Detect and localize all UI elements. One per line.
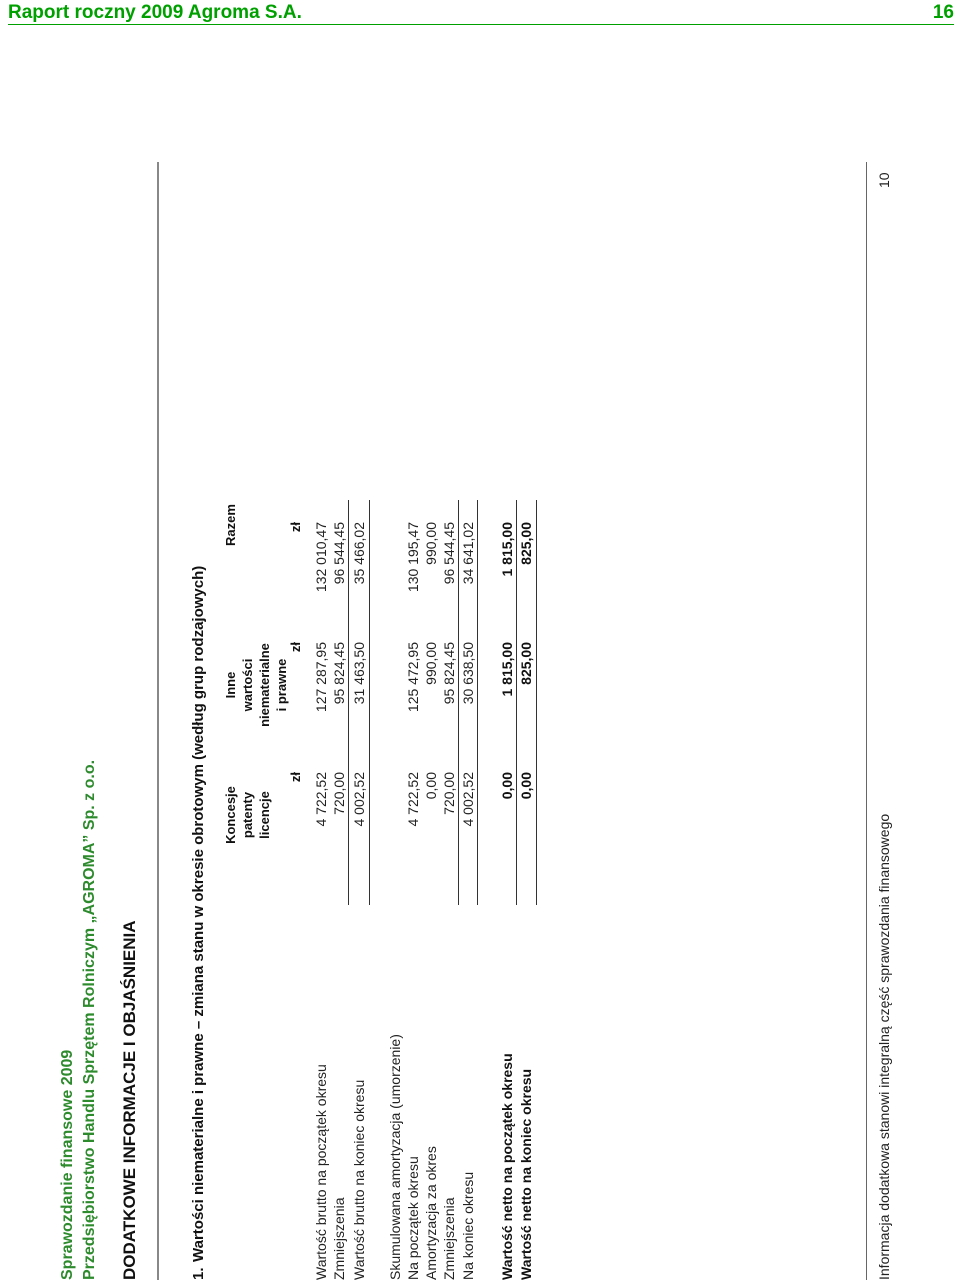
- row-label: Amortyzacja za okres: [423, 1146, 439, 1280]
- cell: 35 466,02: [351, 522, 367, 585]
- depreciation-title: Skumulowana amortyzacja (umorzenie): [387, 1034, 403, 1280]
- cell: 130 195,47: [405, 522, 421, 593]
- cell: 825,00: [518, 642, 534, 685]
- unit-total: zł: [288, 522, 303, 533]
- row-label: Na początek okresu: [405, 1156, 421, 1280]
- cell: 4 722,52: [405, 772, 421, 827]
- cell: 720,00: [441, 772, 457, 815]
- cell: 132 010,47: [313, 522, 329, 593]
- cell: 96 544,45: [331, 522, 347, 585]
- col-header-licenses: Koncesje patenty licencje: [223, 786, 272, 844]
- cell: 825,00: [518, 522, 534, 565]
- row-label: Wartość brutto na początek okresu: [313, 1064, 329, 1280]
- report-title: Raport roczny 2009 Agroma S.A.: [8, 2, 302, 23]
- cell: 96 544,45: [441, 522, 457, 585]
- cell: 0,00: [423, 772, 439, 800]
- cell: 0,00: [499, 772, 515, 800]
- cell: 990,00: [423, 642, 439, 685]
- row-label: Wartość netto na koniec okresu: [518, 1068, 534, 1280]
- footer-note: Informacja dodatkowa stanowi integralną część sprawozdania finansowego: [876, 813, 892, 1280]
- row-label: Wartość netto na początek okresu: [499, 1053, 515, 1280]
- row-label: Wartość brutto na koniec okresu: [351, 1079, 367, 1280]
- col-header-other: Inne wartości niematerialne i prawne: [223, 643, 289, 727]
- cell: 31 463,50: [351, 642, 367, 705]
- cell: 30 638,50: [460, 642, 476, 705]
- company-line-2: Przedsiębiorstwo Handlu Sprzętem Rolniczym „AGROMA” Sp. z o.o.: [81, 759, 98, 1280]
- cell: 1 815,00: [499, 642, 515, 697]
- page-number: 16: [932, 2, 954, 23]
- section-title: DODATKOWE INFORMACJE I OBJAŚNIENIA: [120, 920, 139, 1280]
- report-header: [8, 2, 954, 25]
- footer-page-number: 10: [876, 172, 892, 188]
- total-rule: [369, 500, 370, 905]
- item-number: 1.: [190, 1267, 207, 1280]
- cell: 4 002,52: [351, 772, 367, 827]
- cell: 990,00: [423, 522, 439, 565]
- cell: 127 287,95: [313, 642, 329, 713]
- cell: 1 815,00: [499, 522, 515, 577]
- col-header-total: Razem: [223, 504, 238, 546]
- top-rule: [157, 162, 159, 1280]
- cell: 95 824,45: [331, 642, 347, 705]
- cell: 95 824,45: [441, 642, 457, 705]
- subtotal-rule: [348, 500, 349, 905]
- unit-other: zł: [288, 642, 303, 653]
- row-label: Na koniec okresu: [460, 1171, 476, 1280]
- row-label: Zmniejszenia: [331, 1197, 347, 1280]
- cell: 125 472,95: [405, 642, 421, 713]
- cell: 0,00: [518, 772, 534, 800]
- company-line-1: Sprawozdanie finansowe 2009: [59, 1049, 76, 1280]
- cell: 4 722,52: [313, 772, 329, 827]
- total-rule: [477, 500, 478, 905]
- cell: 4 002,52: [460, 772, 476, 827]
- cell: 34 641,02: [460, 522, 476, 585]
- net-rule: [536, 500, 537, 905]
- footer-rule: [866, 162, 867, 1280]
- unit-licenses: zł: [288, 772, 303, 783]
- rotated-scanned-page: [0, 160, 960, 1280]
- cell: 720,00: [331, 772, 347, 815]
- row-label: Zmniejszenia: [441, 1197, 457, 1280]
- item-title: Wartości niematerialne i prawne – zmiana stanu w okresie obrotowym (według grup rodzajowych): [190, 565, 207, 1262]
